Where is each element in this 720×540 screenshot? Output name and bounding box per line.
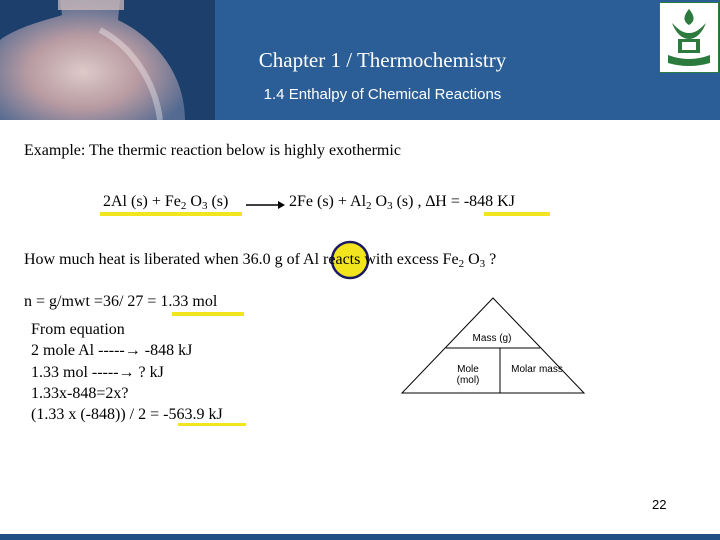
page-number: 22 (652, 497, 667, 512)
work-line-1: From equation (31, 321, 125, 338)
moles-line: n = g/mwt =36/ 27 = 1.33 mol (24, 293, 218, 310)
circled-al: Al (303, 251, 320, 268)
triangle-mass-label: Mass (g) (472, 333, 512, 344)
header-banner (0, 0, 720, 120)
reaction-arrow (244, 198, 286, 212)
work-line-4: 1.33x-848=2x? (31, 385, 129, 402)
slide-subtitle: 1.4 Enthalpy of Chemical Reactions (263, 86, 502, 103)
triangle-molar-mass-label: Molar mass (511, 364, 563, 375)
question-text: How much heat is liberated when 36.0 g of Al reacts with excess $Fe_2$ $O_3$ ? (24, 251, 497, 270)
products-highlight (484, 212, 550, 216)
university-logo (659, 2, 719, 73)
slide-title: Chapter 1 / Thermochemistry (258, 48, 507, 72)
bottom-bar (0, 534, 720, 540)
products-text: 2Fe $(s) + Al_2$ $O_3$ (s) , ∆H = -848 KJ (289, 193, 515, 212)
triangle-mole-label: Mole (mol) (456, 364, 480, 386)
enthalpy-value: ∆H = -848 KJ (425, 193, 515, 210)
work-line-5: (1.33 x (-848)) / 2 = -563.9 kJ (31, 406, 223, 423)
arrow-icon: → (118, 364, 135, 381)
work-line-2: 2 mole Al -----→ -848 kJ (31, 342, 193, 359)
reactants-text: 2Al $(s) + Fe_2$ $O_3$ (s) (103, 193, 229, 212)
work-line-3: 1.33 mol -----→ ? kJ (31, 364, 164, 381)
example-text: Example: The thermic reaction below is highly exothermic (24, 142, 401, 159)
reactants-highlight (100, 212, 242, 216)
mass-mole-triangle (398, 296, 588, 396)
moles-highlight (172, 312, 244, 316)
arrow-icon: → (124, 342, 141, 359)
